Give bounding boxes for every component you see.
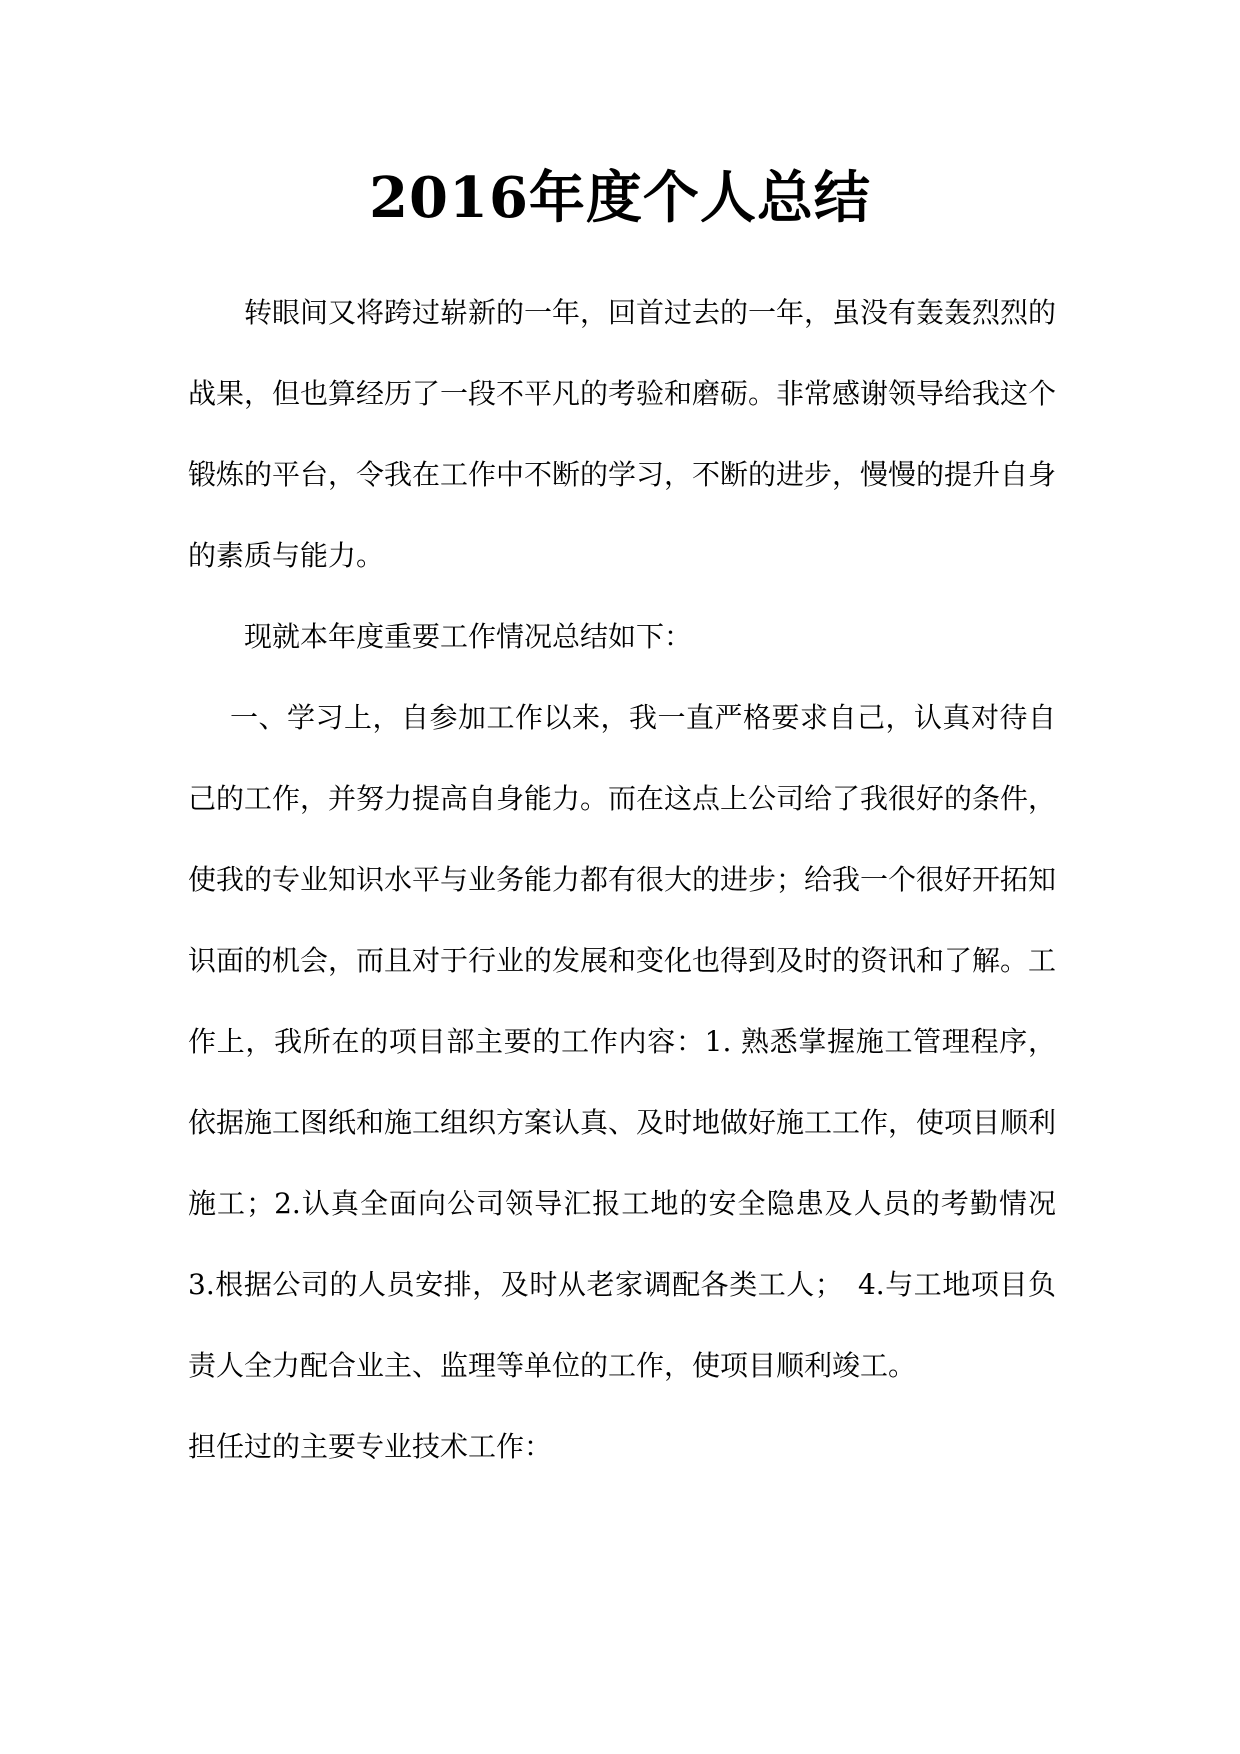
page-title: 2016年度个人总结 xyxy=(369,165,871,231)
document-body xyxy=(188,272,1056,1487)
paragraph-intro: 转眼间又将跨过崭新的一年，回首过去的一年，虽没有轰轰烈烈的战果，但也算经历了一段不平凡的考验和磨砺。非常感谢领导给我这个锻炼的平台，令我在工作中不断的学习，不断的进步，慢慢的提升自身的素质与能力。 xyxy=(188,296,1057,572)
paragraph-summary-lead: 现就本年度重要工作情况总结如下： xyxy=(244,620,693,653)
paragraph-technical-work-heading: 担任过的主要专业技术工作： xyxy=(188,1430,553,1463)
paragraph-study-and-work: 一、学习上，自参加工作以来，我一直严格要求自己，认真对待自己的工作，并努力提高自身能力。而在这点上公司给了我很好的条件，使我的专业知识水平与业务能力都有很大的进步；给我一个很好开拓知识面的机会，而且对于行业的发展和变化也得到及时的资讯和了解。工作上，我所在的项目部主要的工作内容：1. 熟悉掌握施工管理程序，依据施工图纸和施工组织方案认真、及时地做好施工工作，使项目顺利施工；2.认真全面向公司领导汇报工地的安全隐患及人员的考勤情况 3.根据公司的人员安排，及时从老家调配各类工人； 4.与工地项目负责人全力配合业主、监理等单位的工作，使项目顺利竣工。 xyxy=(188,701,1057,1382)
